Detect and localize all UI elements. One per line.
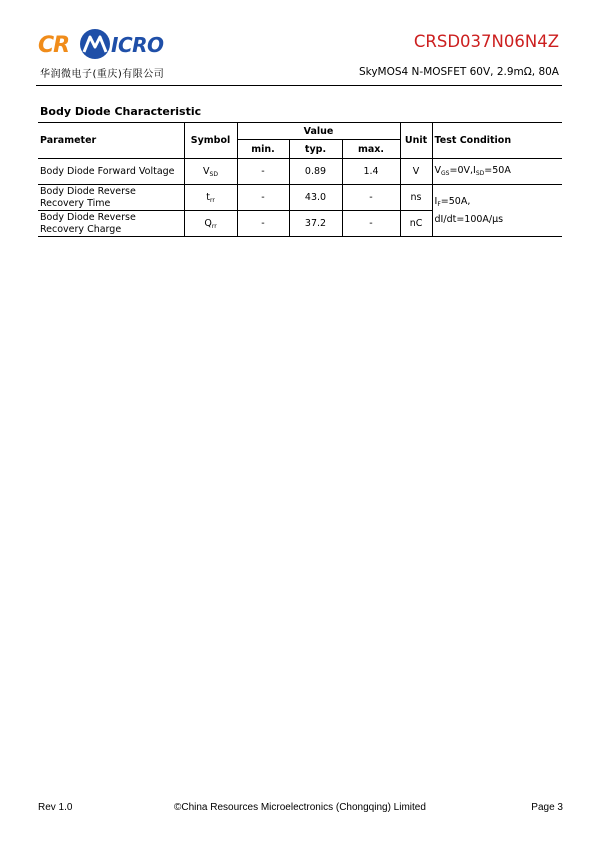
- symbol-cell: $t_{rr}$: [184, 185, 237, 211]
- footer-copyright: ©China Resources Microelectronics (Chongqing) Limited: [174, 802, 426, 813]
- typ-cell: 0.89: [289, 159, 342, 185]
- param-cell: Body Diode Reverse Recovery Time: [38, 185, 184, 211]
- svg-text:CR: CR: [38, 33, 70, 58]
- typ-cell: 37.2: [289, 211, 342, 237]
- footer-revision: Rev 1.0: [38, 802, 73, 813]
- header-divider: [36, 85, 562, 86]
- header-max: max.: [342, 140, 400, 159]
- min-cell: -: [237, 159, 289, 185]
- min-cell: -: [237, 211, 289, 237]
- min-cell: -: [237, 185, 289, 211]
- unit-cell: ns: [400, 185, 432, 211]
- cr-micro-logo-icon: [38, 27, 168, 61]
- header-test-condition: Test Condition: [432, 123, 562, 159]
- symbol-cell: $V_{SD}$: [184, 159, 237, 185]
- typ-cell: 43.0: [289, 185, 342, 211]
- symbol-cell: $Q_{rr}$: [184, 211, 237, 237]
- condition-cell: $I_F=50A$, dI/dt=100A/μs: [432, 185, 562, 237]
- max-cell: 1.4: [342, 159, 400, 185]
- header-unit: Unit: [400, 123, 432, 159]
- header-value: Value: [237, 123, 400, 140]
- header-min: min.: [237, 140, 289, 159]
- section-title: Body Diode Characteristic: [40, 105, 202, 118]
- header-typ: typ.: [289, 140, 342, 159]
- svg-text:ICRO: ICRO: [111, 33, 164, 57]
- header-symbol: Symbol: [184, 123, 237, 159]
- footer-page-number: Page 3: [531, 802, 563, 813]
- param-cell: Body Diode Forward Voltage: [38, 159, 184, 185]
- table-header-row: [38, 123, 562, 140]
- company-name-cn: 华润微电子(重庆)有限公司: [40, 69, 165, 80]
- table-row: [38, 159, 562, 185]
- body-diode-table: [38, 122, 562, 237]
- unit-cell: nC: [400, 211, 432, 237]
- table-row: [38, 185, 562, 211]
- product-subtitle: SkyMOS4 N-MOSFET 60V, 2.9mΩ, 80A: [358, 66, 559, 78]
- max-cell: -: [342, 211, 400, 237]
- part-number: CRSD037N06N4Z: [413, 32, 559, 51]
- param-cell: Body Diode Reverse Recovery Charge: [38, 211, 184, 237]
- max-cell: -: [342, 185, 400, 211]
- condition-cell: $V_{GS}=0V,I_{SD}=50A$: [432, 159, 562, 185]
- unit-cell: V: [400, 159, 432, 185]
- header-parameter: Parameter: [38, 123, 184, 159]
